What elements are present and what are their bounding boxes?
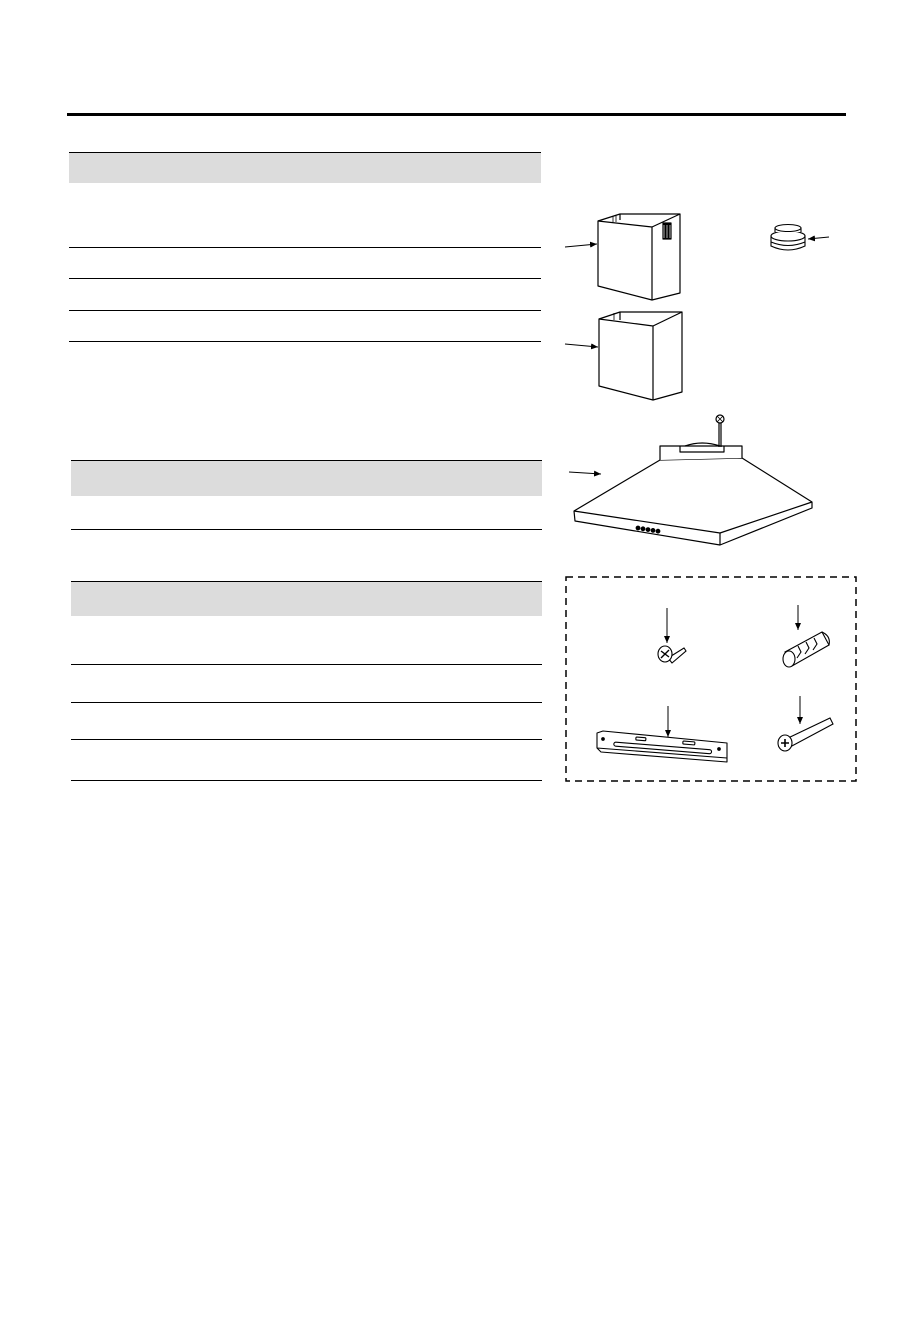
range-hood-icon [574, 415, 812, 545]
upper-chimney-icon [598, 214, 680, 300]
lower-chimney-arrow [565, 344, 598, 347]
wood-screw-icon [658, 646, 686, 663]
mounting-bracket-icon [597, 731, 727, 762]
damper-collar-icon [771, 225, 805, 251]
lower-chimney-icon [599, 312, 682, 400]
range-hood-arrow [569, 472, 601, 474]
long-screw-icon [778, 718, 833, 751]
damper-collar-arrow [808, 237, 829, 239]
wall-anchor-icon [783, 632, 829, 667]
upper-chimney-arrow [565, 244, 597, 247]
